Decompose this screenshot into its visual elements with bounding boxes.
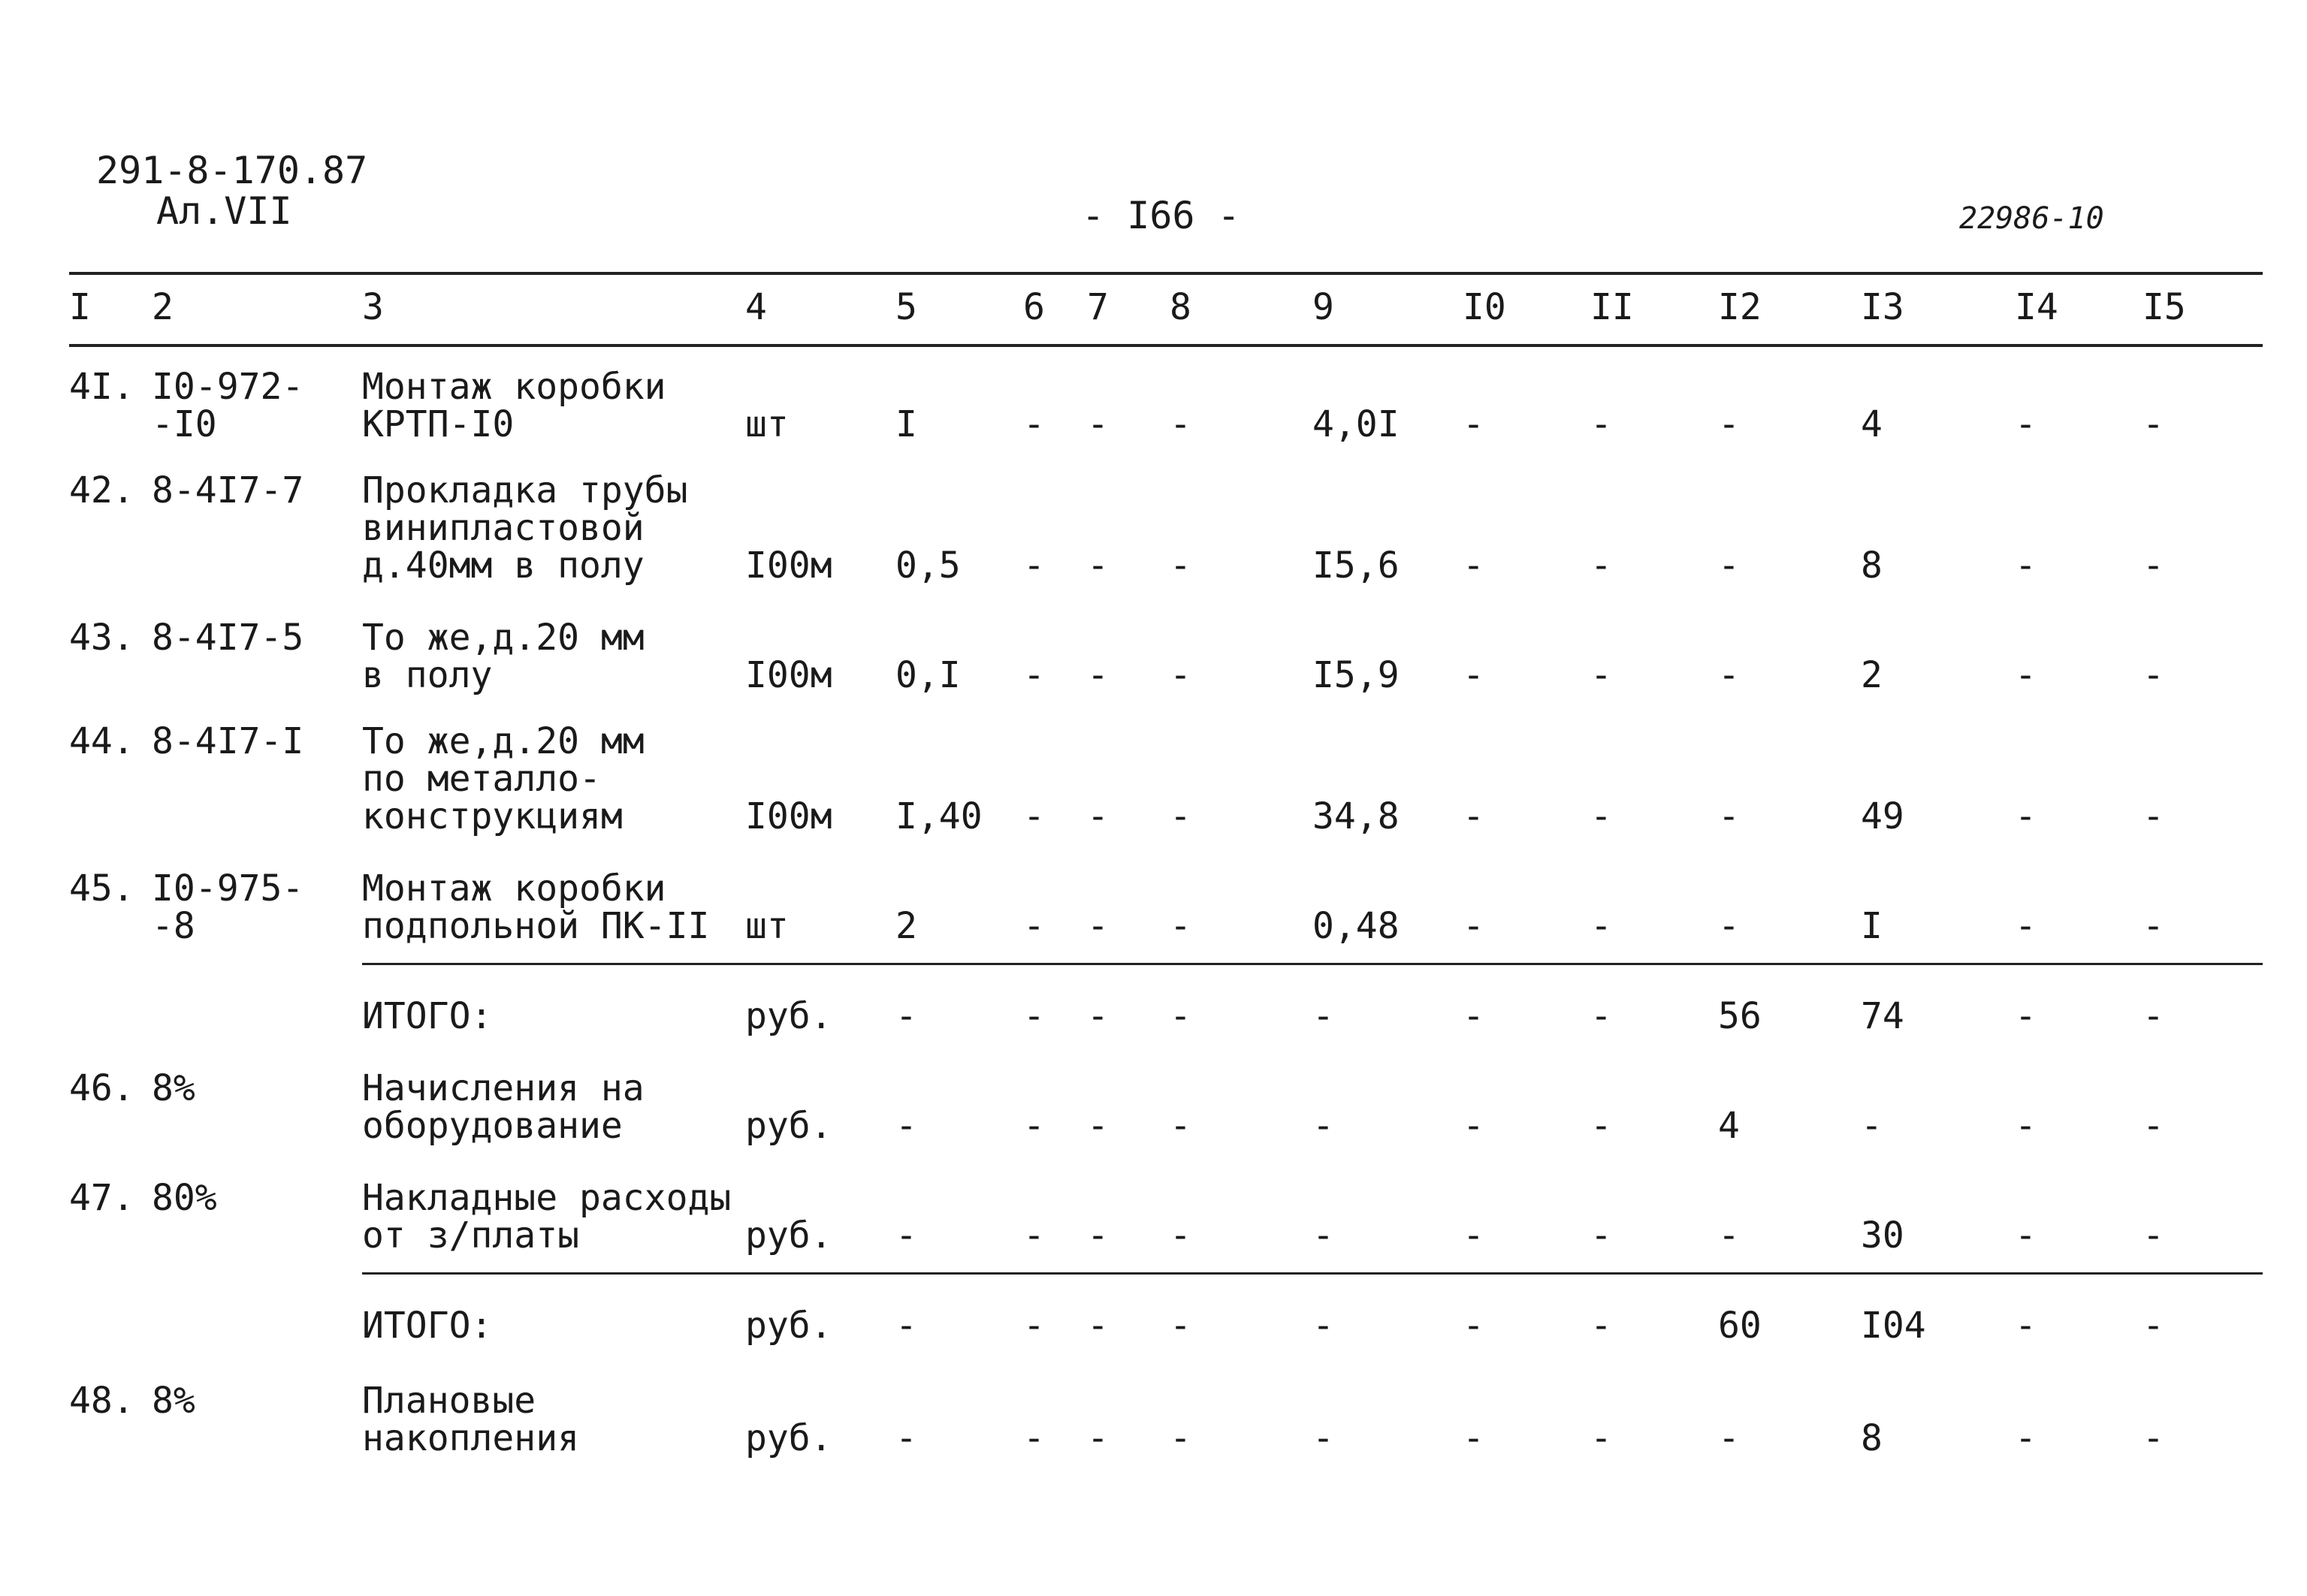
table-row — [69, 589, 2263, 698]
col-14: - — [2015, 995, 2037, 1037]
item-number — [69, 949, 152, 1039]
col-12: - — [1718, 545, 1740, 587]
col-9: - — [1312, 1417, 1334, 1459]
column-number-7: 7 — [1087, 286, 1109, 328]
col-12: - — [1718, 403, 1740, 445]
item-number — [69, 1259, 152, 1349]
col-14: - — [2015, 403, 2037, 445]
page-number: - I66 - — [1082, 194, 1240, 237]
column-number-6: 6 — [1023, 286, 1045, 328]
quantity: - — [895, 1105, 917, 1147]
quantity: - — [895, 1214, 917, 1257]
col-13: 30 — [1861, 1214, 1904, 1257]
col-7: - — [1087, 905, 1109, 947]
unit: руб. — [745, 1105, 832, 1147]
unit: руб. — [745, 995, 832, 1037]
rate-code: 8% — [152, 1067, 195, 1109]
col-9: - — [1312, 1305, 1334, 1347]
rate-code — [152, 949, 362, 1039]
col-6: - — [1023, 1105, 1045, 1147]
col-9: 4,0I — [1312, 403, 1400, 445]
col-7: - — [1087, 795, 1109, 837]
estimate-table — [69, 279, 2263, 1462]
col-14: - — [2015, 545, 2037, 587]
inventory-number: 22986-10 — [1959, 201, 2104, 236]
rate-code: I0-972- -I0 — [152, 366, 304, 445]
col-13: 49 — [1861, 795, 1904, 837]
col-10: - — [1463, 545, 1484, 587]
col-14: - — [2015, 1214, 2037, 1257]
column-number-1: I — [69, 286, 91, 328]
unit: I00м — [745, 795, 832, 837]
col-8: - — [1170, 795, 1191, 837]
col-15: - — [2142, 545, 2164, 587]
work-name: ИТОГО: — [362, 1305, 493, 1347]
work-name: Монтаж коробки КРТП-I0 — [362, 366, 666, 445]
table-row — [69, 335, 2263, 448]
rate-code: 8-4I7-7 — [152, 469, 304, 511]
col-7: - — [1087, 654, 1109, 696]
column-number-14: I4 — [2015, 286, 2058, 328]
col-6: - — [1023, 1417, 1045, 1459]
col-10: - — [1463, 654, 1484, 696]
col-11: - — [1590, 1105, 1612, 1147]
col-9: I5,6 — [1312, 545, 1400, 587]
col-7: - — [1087, 1305, 1109, 1347]
col-8: - — [1170, 1305, 1191, 1347]
col-6: - — [1023, 654, 1045, 696]
quantity: 2 — [895, 905, 917, 947]
table-row — [69, 1149, 2263, 1259]
col-11: - — [1590, 545, 1612, 587]
col-8: - — [1170, 1214, 1191, 1257]
col-6: - — [1023, 995, 1045, 1037]
col-8: - — [1170, 654, 1191, 696]
col-10: - — [1463, 403, 1484, 445]
col-10: - — [1463, 1305, 1484, 1347]
col-13: 74 — [1861, 995, 1904, 1037]
column-number-12: I2 — [1718, 286, 1762, 328]
unit: I00м — [745, 545, 832, 587]
rate-code: I0-975- -8 — [152, 867, 304, 947]
table-row — [69, 698, 2263, 840]
item-number: 46. — [69, 1067, 134, 1109]
col-6: - — [1023, 795, 1045, 837]
col-9: - — [1312, 1105, 1334, 1147]
table-row — [69, 448, 2263, 589]
unit: руб. — [745, 1417, 832, 1459]
col-9: 0,48 — [1312, 905, 1400, 947]
col-11: - — [1590, 795, 1612, 837]
col-8: - — [1170, 403, 1191, 445]
column-number-5: 5 — [895, 286, 917, 328]
col-14: - — [2015, 1305, 2037, 1347]
col-8: - — [1170, 1417, 1191, 1459]
unit: шт — [745, 403, 789, 445]
column-number-9: 9 — [1312, 286, 1334, 328]
col-9: - — [1312, 995, 1334, 1037]
table-row — [69, 1039, 2263, 1149]
col-15: - — [2142, 995, 2164, 1037]
col-15: - — [2142, 905, 2164, 947]
col-13: 8 — [1861, 1417, 1883, 1459]
col-11: - — [1590, 654, 1612, 696]
table-row — [69, 1349, 2263, 1462]
work-name: То же,д.20 мм по металло- конструкциям — [362, 720, 645, 837]
item-number: 45. — [69, 867, 134, 910]
col-14: - — [2015, 1105, 2037, 1147]
col-7: - — [1087, 995, 1109, 1037]
col-15: - — [2142, 1105, 2164, 1147]
col-13: 4 — [1861, 403, 1883, 445]
quantity: - — [895, 995, 917, 1037]
column-number-4: 4 — [745, 286, 767, 328]
column-number-3: 3 — [362, 286, 384, 328]
work-name: Прокладка трубы винипластовой д.40мм в полу — [362, 469, 688, 587]
col-12: - — [1718, 654, 1740, 696]
document-code-block — [96, 150, 367, 231]
col-8: - — [1170, 905, 1191, 947]
work-name: Плановые накопления — [362, 1380, 579, 1459]
col-7: - — [1087, 1214, 1109, 1257]
column-number-15: I5 — [2142, 286, 2186, 328]
header-top-rule — [69, 272, 2263, 275]
document-code: 291-8-170.87 — [96, 149, 368, 192]
col-9: 34,8 — [1312, 795, 1400, 837]
col-6: - — [1023, 1305, 1045, 1347]
quantity: - — [895, 1305, 917, 1347]
quantity: 0,5 — [895, 545, 961, 587]
col-10: - — [1463, 905, 1484, 947]
column-number-11: II — [1590, 286, 1634, 328]
col-12: - — [1718, 1417, 1740, 1459]
col-6: - — [1023, 545, 1045, 587]
col-13: I — [1861, 905, 1883, 947]
work-name: Накладные расходы от з/платы — [362, 1177, 732, 1257]
item-number: 42. — [69, 469, 134, 511]
col-15: - — [2142, 654, 2164, 696]
unit: руб. — [745, 1214, 832, 1257]
column-number-2: 2 — [152, 286, 174, 328]
work-name: Монтаж коробки подпольной ПК-II — [362, 867, 710, 947]
col-13: - — [1861, 1105, 1883, 1147]
col-15: - — [2142, 1417, 2164, 1459]
col-14: - — [2015, 1417, 2037, 1459]
quantity: I — [895, 403, 917, 445]
col-9: I5,9 — [1312, 654, 1400, 696]
album-number: Ал.VII — [156, 189, 292, 233]
item-number: 48. — [69, 1380, 134, 1422]
col-7: - — [1087, 1105, 1109, 1147]
col-12: - — [1718, 1214, 1740, 1257]
col-12: 56 — [1718, 995, 1762, 1037]
column-number-10: I0 — [1463, 286, 1506, 328]
quantity: - — [895, 1417, 917, 1459]
col-6: - — [1023, 1214, 1045, 1257]
unit: руб. — [745, 1305, 832, 1347]
col-12: - — [1718, 905, 1740, 947]
col-11: - — [1590, 1305, 1612, 1347]
col-15: - — [2142, 795, 2164, 837]
rate-code: 8-4I7-5 — [152, 617, 304, 659]
col-8: - — [1170, 995, 1191, 1037]
col-10: - — [1463, 995, 1484, 1037]
col-11: - — [1590, 403, 1612, 445]
work-name: Начисления на оборудование — [362, 1067, 645, 1147]
column-number-13: I3 — [1861, 286, 1904, 328]
col-6: - — [1023, 905, 1045, 947]
col-14: - — [2015, 654, 2037, 696]
work-name: ИТОГО: — [362, 995, 493, 1037]
col-8: - — [1170, 545, 1191, 587]
col-10: - — [1463, 1214, 1484, 1257]
item-number: 4I. — [69, 366, 134, 408]
subtotal-rule — [362, 963, 2263, 965]
item-number: 43. — [69, 617, 134, 659]
work-name: То же,д.20 мм в полу — [362, 617, 645, 696]
col-11: - — [1590, 995, 1612, 1037]
col-15: - — [2142, 1305, 2164, 1347]
subtotal-rule — [362, 1272, 2263, 1275]
rate-code: 8% — [152, 1380, 195, 1422]
col-9: - — [1312, 1214, 1334, 1257]
column-number-row — [69, 279, 2263, 335]
rate-code — [152, 1259, 362, 1349]
col-11: - — [1590, 905, 1612, 947]
col-10: - — [1463, 1417, 1484, 1459]
unit: I00м — [745, 654, 832, 696]
col-11: - — [1590, 1417, 1612, 1459]
column-number-8: 8 — [1170, 286, 1191, 328]
col-7: - — [1087, 1417, 1109, 1459]
col-6: - — [1023, 403, 1045, 445]
item-number: 47. — [69, 1177, 134, 1219]
col-12: 60 — [1718, 1305, 1762, 1347]
col-12: 4 — [1718, 1105, 1740, 1147]
col-13: I04 — [1861, 1305, 1926, 1347]
col-8: - — [1170, 1105, 1191, 1147]
quantity: I,40 — [895, 795, 983, 837]
col-7: - — [1087, 545, 1109, 587]
unit: шт — [745, 905, 789, 947]
col-15: - — [2142, 1214, 2164, 1257]
col-14: - — [2015, 795, 2037, 837]
col-11: - — [1590, 1214, 1612, 1257]
col-13: 8 — [1861, 545, 1883, 587]
rate-code: 8-4I7-I — [152, 720, 304, 762]
col-15: - — [2142, 403, 2164, 445]
col-10: - — [1463, 1105, 1484, 1147]
rate-code: 80% — [152, 1177, 217, 1219]
quantity: 0,I — [895, 654, 961, 696]
col-13: 2 — [1861, 654, 1883, 696]
col-14: - — [2015, 905, 2037, 947]
col-12: - — [1718, 795, 1740, 837]
col-10: - — [1463, 795, 1484, 837]
table-row — [69, 840, 2263, 949]
col-7: - — [1087, 403, 1109, 445]
item-number: 44. — [69, 720, 134, 762]
